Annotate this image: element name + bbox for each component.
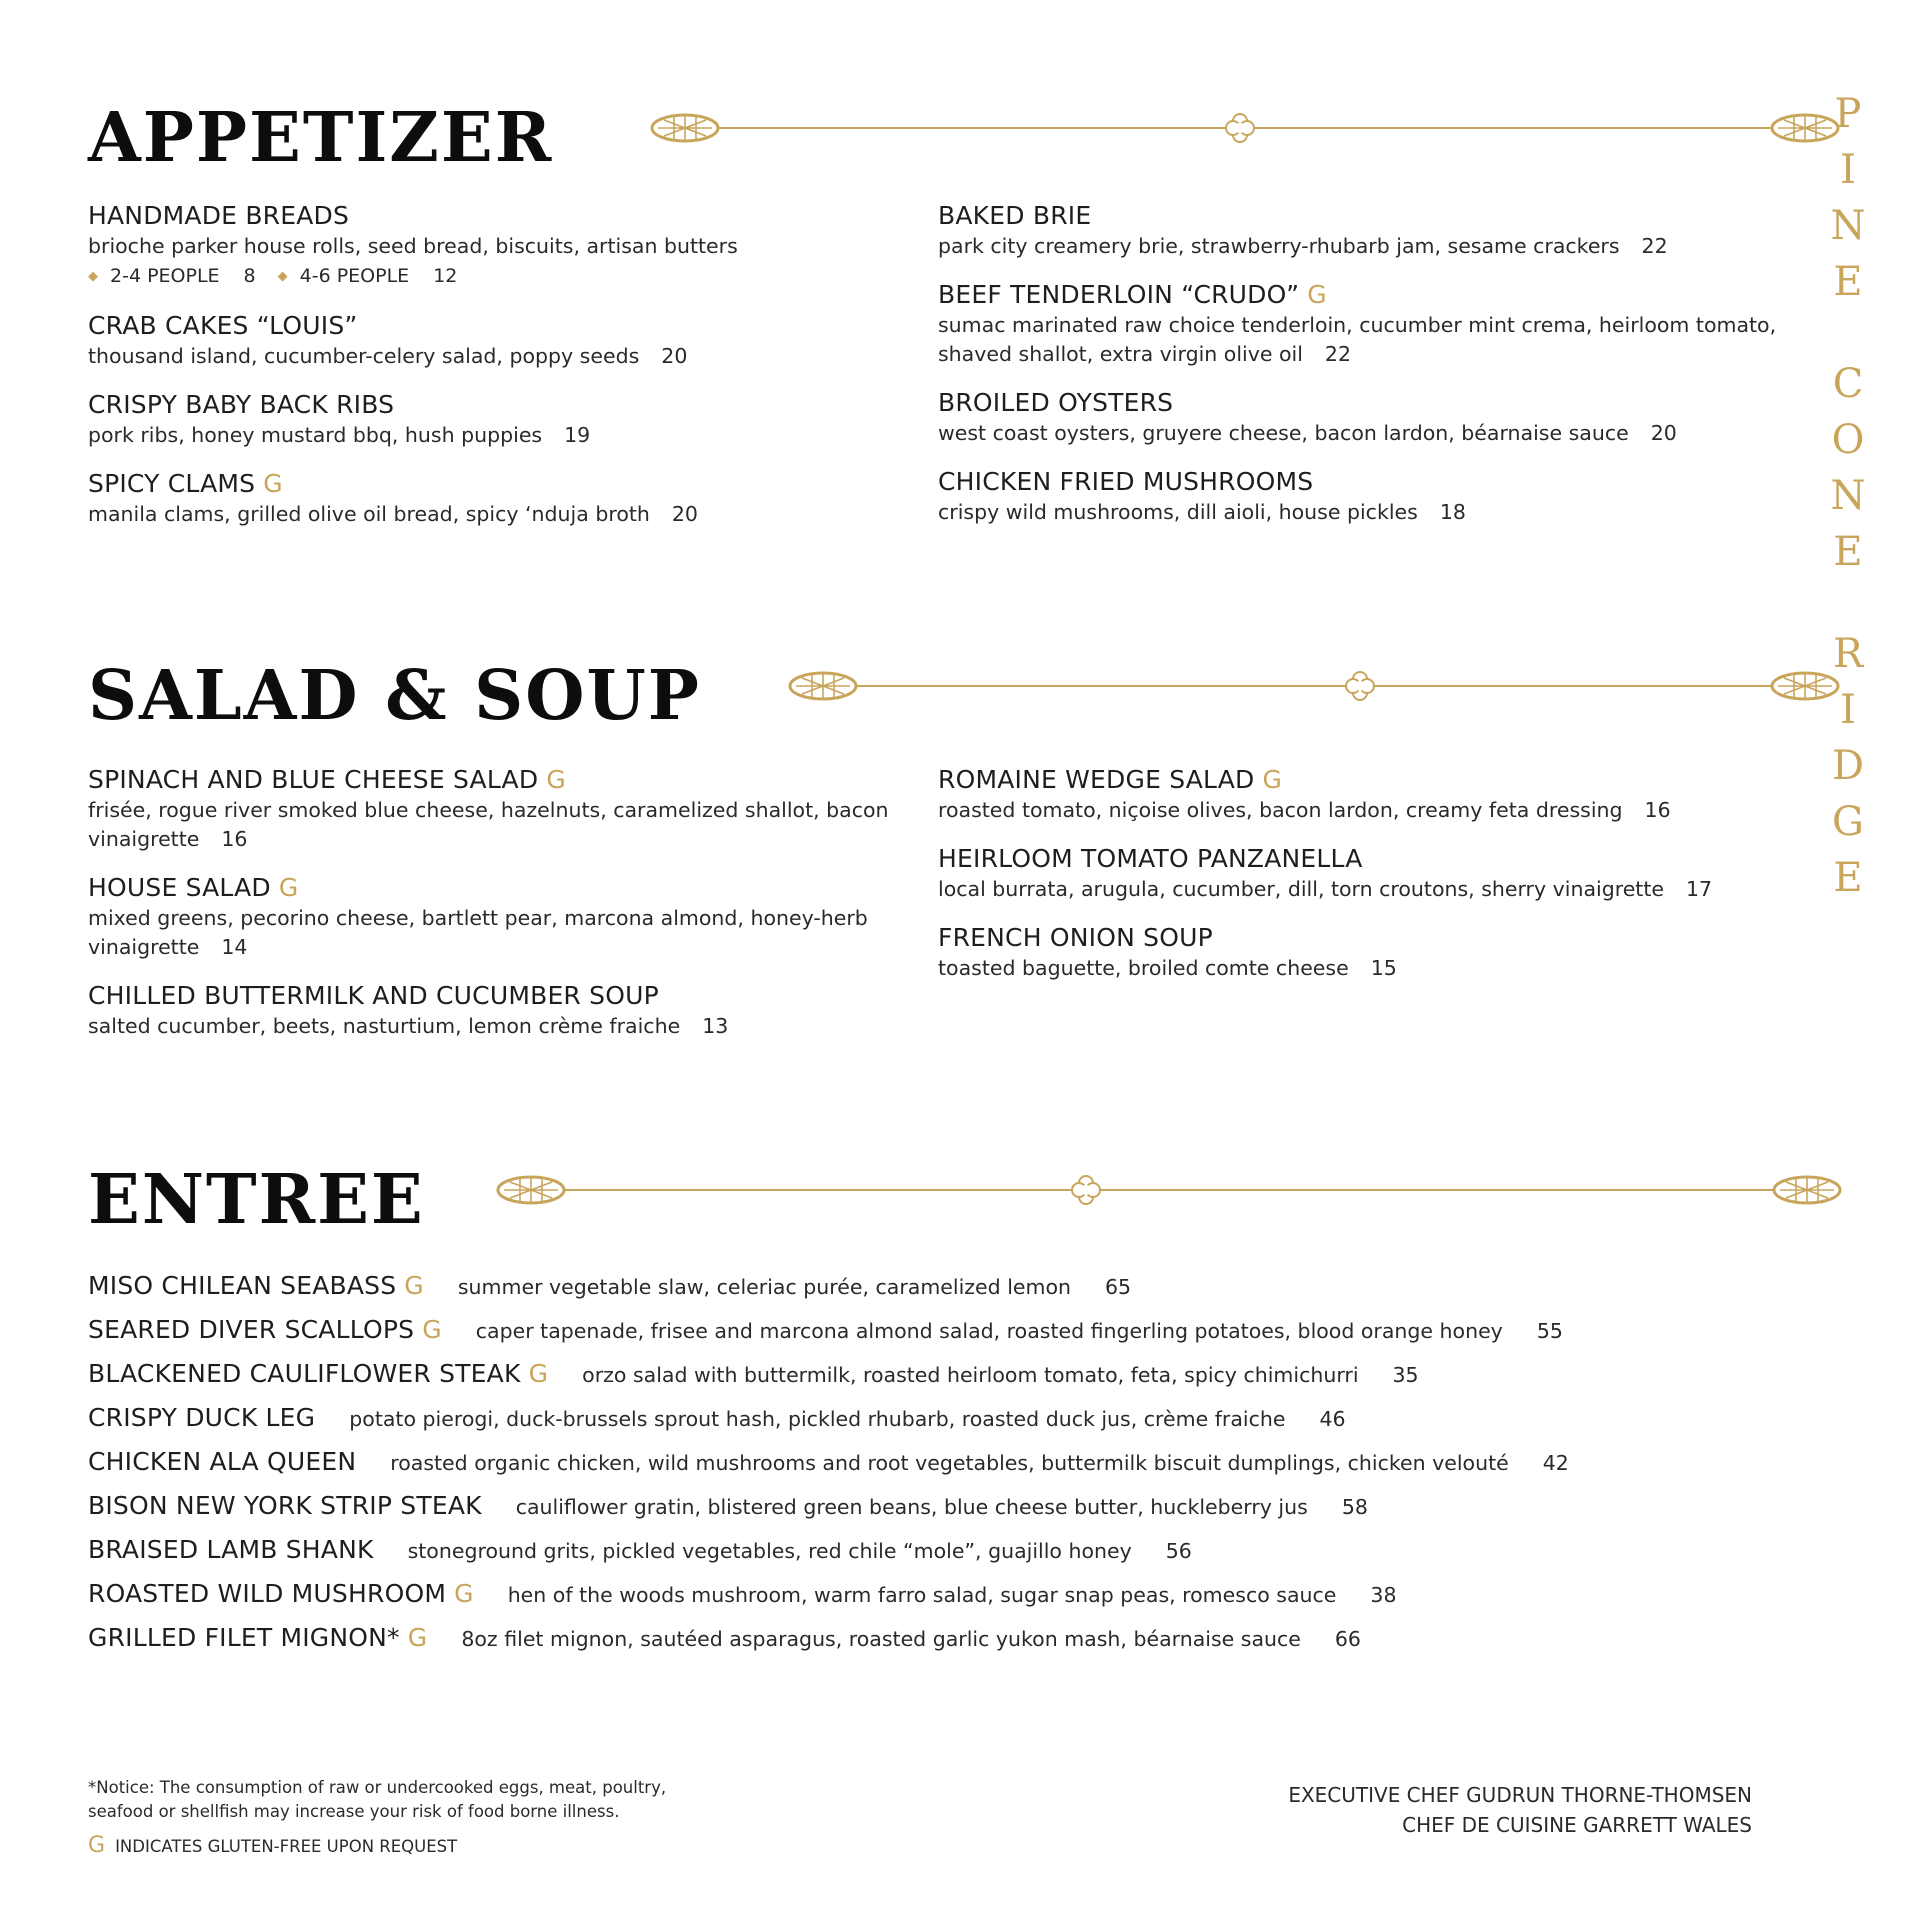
- pinecone-icon: [1774, 1177, 1840, 1203]
- entree-row: [88, 1490, 1569, 1534]
- entree-title: SEARED DIVER SCALLOPS: [88, 1315, 415, 1344]
- gluten-free-marker: G: [454, 1579, 474, 1608]
- menu-item-price: 17: [1686, 877, 1713, 901]
- diamond-icon: ◆: [88, 269, 98, 284]
- pinecone-icon: [652, 115, 718, 141]
- menu-item-name: [938, 764, 1798, 796]
- allergy-notice: [88, 1776, 728, 1859]
- entree-row: [88, 1270, 1569, 1314]
- gluten-free-marker: G: [528, 1359, 549, 1388]
- brand-letter: E: [1833, 259, 1863, 305]
- menu-item-name: [88, 872, 938, 904]
- gluten-free-legend: [88, 1834, 728, 1859]
- entree-title: GRILLED FILET MIGNON*: [88, 1623, 400, 1652]
- menu-item-description: [938, 796, 1798, 825]
- notice-line-2: seafood or shellfish may increase your risk of food borne illness.: [88, 1802, 620, 1821]
- menu-item-ingredients: salted cucumber, beets, nasturtium, lemon crème fraiche: [88, 1014, 681, 1038]
- serving-option-label: 4-6 PEOPLE: [299, 265, 410, 287]
- menu-item-name: [88, 764, 938, 796]
- menu-item-description: [88, 421, 938, 450]
- menu-item: [938, 922, 1798, 983]
- appetizer-divider-ornament: [650, 96, 1850, 186]
- diamond-icon: ◆: [277, 269, 288, 284]
- entree-row: [88, 1402, 1569, 1446]
- gluten-free-legend-text: INDICATES GLUTEN-FREE UPON REQUEST: [115, 1837, 458, 1856]
- menu-item-name: [88, 468, 938, 500]
- entree-description: cauliflower gratin, blistered green beans, blue cheese butter, huckleberry jus: [515, 1495, 1308, 1519]
- menu-item: [938, 200, 1798, 261]
- salad-left-column: [88, 764, 938, 1059]
- menu-item-description: [938, 419, 1798, 448]
- entree-divider-ornament: [496, 1158, 1850, 1248]
- brand-letter: R: [1832, 631, 1864, 677]
- entree-row: [88, 1622, 1569, 1666]
- menu-item: [938, 764, 1798, 825]
- menu-item-description: [88, 1012, 938, 1041]
- salad-soup-title: SALAD & SOUP: [88, 656, 701, 736]
- entree-name: [88, 1358, 548, 1390]
- menu-item: [88, 200, 938, 292]
- menu-item-description: [88, 904, 938, 962]
- brand-letter: N: [1830, 473, 1866, 519]
- entree-description: hen of the woods mushroom, warm farro salad, sugar snap peas, romesco sauce: [507, 1583, 1337, 1607]
- entree-price: 35: [1392, 1363, 1419, 1387]
- gluten-free-marker: G: [1307, 280, 1327, 309]
- entree-description: caper tapenade, frisee and marcona almond salad, roasted fingerling potatoes, blood orange honey: [475, 1319, 1503, 1343]
- menu-item-name: [938, 922, 1798, 954]
- menu-item-ingredients: park city creamery brie, strawberry-rhubarb jam, sesame crackers: [938, 234, 1620, 258]
- brand-letter: D: [1831, 743, 1865, 789]
- brand-letter: P: [1834, 91, 1862, 137]
- menu-item-title: CHILLED BUTTERMILK AND CUCUMBER SOUP: [88, 981, 659, 1010]
- menu-item-title: BROILED OYSTERS: [938, 388, 1174, 417]
- menu-item-title: CRISPY BABY BACK RIBS: [88, 390, 395, 419]
- gluten-free-marker: G: [278, 873, 299, 902]
- brand-letter: N: [1830, 203, 1866, 249]
- gluten-free-marker: G: [422, 1315, 442, 1344]
- quatrefoil-icon: [1072, 1176, 1100, 1204]
- menu-item-ingredients: frisée, rogue river smoked blue cheese, hazelnuts, caramelized shallot, bacon vinaigrette: [88, 798, 889, 851]
- gluten-free-symbol: G: [88, 1833, 106, 1858]
- executive-chef: EXECUTIVE CHEF GUDRUN THORNE-THOMSEN: [1288, 1783, 1752, 1807]
- entree-description: potato pierogi, duck-brussels sprout hash, pickled rhubarb, roasted duck jus, crème fraiche: [349, 1407, 1286, 1431]
- menu-item: [88, 389, 938, 450]
- entree-title: ROASTED WILD MUSHROOM: [88, 1579, 447, 1608]
- gluten-free-marker: G: [407, 1623, 428, 1652]
- menu-item: [88, 980, 938, 1041]
- menu-item-title: FRENCH ONION SOUP: [938, 923, 1213, 952]
- menu-item-ingredients: local burrata, arugula, cucumber, dill, torn croutons, sherry vinaigrette: [938, 877, 1664, 901]
- menu-item-price: 19: [564, 423, 591, 447]
- menu-item-title: CHICKEN FRIED MUSHROOMS: [938, 467, 1314, 496]
- gluten-free-marker: G: [1262, 765, 1283, 794]
- brand-letter-gap: [1820, 580, 1876, 626]
- menu-item-name: [938, 279, 1798, 311]
- menu-item-name: [88, 389, 938, 421]
- entree-name: [88, 1270, 424, 1302]
- appetizer-right-column: [938, 200, 1798, 547]
- entree-price: 58: [1341, 1495, 1368, 1519]
- brand-letter: G: [1832, 799, 1864, 845]
- entree-title: BRAISED LAMB SHANK: [88, 1535, 374, 1564]
- menu-item-description: [938, 311, 1798, 369]
- menu-item-title: CRAB CAKES “LOUIS”: [88, 311, 358, 340]
- menu-item-price: 16: [1644, 798, 1671, 822]
- menu-item: [88, 310, 938, 371]
- entree-description: 8oz filet mignon, sautéed asparagus, roasted garlic yukon mash, béarnaise sauce: [461, 1627, 1301, 1651]
- entree-price: 65: [1105, 1275, 1132, 1299]
- menu-item-description: [88, 342, 938, 371]
- entree-name: [88, 1490, 482, 1522]
- menu-item-name: [938, 387, 1798, 419]
- entree-description: roasted organic chicken, wild mushrooms and root vegetables, buttermilk biscuit dumplings, chicken velouté: [390, 1451, 1509, 1475]
- brand-letter: O: [1831, 417, 1865, 463]
- menu-item-title: HOUSE SALAD: [88, 873, 271, 902]
- menu-item-description: [938, 232, 1798, 261]
- quatrefoil-icon: [1346, 672, 1374, 700]
- quatrefoil-icon: [1226, 114, 1254, 142]
- entree-price: 38: [1370, 1583, 1397, 1607]
- menu-item-title: SPICY CLAMS: [88, 469, 256, 498]
- brand-letter: C: [1832, 361, 1864, 407]
- menu-item-description: [938, 954, 1798, 983]
- menu-item-price: 15: [1370, 956, 1397, 980]
- entree-row: [88, 1446, 1569, 1490]
- gluten-free-marker: G: [404, 1271, 424, 1300]
- menu-item-price: 16: [221, 827, 248, 851]
- entree-name: [88, 1534, 374, 1566]
- pinecone-icon: [498, 1177, 564, 1203]
- appetizer-title: APPETIZER: [88, 98, 554, 178]
- salad-soup-divider-ornament: [788, 654, 1848, 744]
- gluten-free-marker: G: [263, 469, 283, 498]
- menu-item-price: 22: [1324, 342, 1352, 366]
- menu-item: [938, 466, 1798, 527]
- menu-item-title: BAKED BRIE: [938, 201, 1092, 230]
- menu-item-price: 20: [1650, 421, 1677, 445]
- entree-price: 46: [1319, 1407, 1346, 1431]
- menu-item-price: 18: [1439, 500, 1466, 524]
- menu-item-ingredients: roasted tomato, niçoise olives, bacon lardon, creamy feta dressing: [938, 798, 1623, 822]
- menu-item-name: [88, 200, 938, 232]
- entree-description: summer vegetable slaw, celeriac purée, caramelized lemon: [457, 1275, 1072, 1299]
- menu-item-ingredients: thousand island, cucumber-celery salad, poppy seeds: [88, 344, 640, 368]
- entree-title: BLACKENED CAULIFLOWER STEAK: [88, 1359, 521, 1388]
- notice-line-1: *Notice: The consumption of raw or undercooked eggs, meat, poultry,: [88, 1778, 667, 1797]
- entree-name: [88, 1622, 427, 1654]
- salad-right-column: [938, 764, 1798, 1059]
- menu-item-name: [88, 980, 938, 1012]
- brand-letter-gap: [1820, 310, 1876, 356]
- entree-title: CHICKEN ALA QUEEN: [88, 1447, 357, 1476]
- brand-letter: I: [1840, 147, 1856, 193]
- serving-options: [88, 261, 938, 292]
- brand-letter: I: [1840, 687, 1856, 733]
- menu-item: [938, 387, 1798, 448]
- entree-row: [88, 1358, 1569, 1402]
- menu-item-name: [88, 310, 938, 342]
- menu-item-title: BEEF TENDERLOIN “CRUDO”: [938, 280, 1300, 309]
- menu-item-name: [938, 843, 1798, 875]
- menu-item-ingredients: west coast oysters, gruyere cheese, bacon lardon, béarnaise sauce: [938, 421, 1629, 445]
- menu-item-ingredients: brioche parker house rolls, seed bread, biscuits, artisan butters: [88, 234, 738, 258]
- menu-item-price: 14: [221, 935, 248, 959]
- menu-item: [938, 279, 1798, 369]
- menu-item-description: [88, 796, 938, 854]
- menu-item-ingredients: toasted baguette, broiled comte cheese: [938, 956, 1349, 980]
- entree-price: 55: [1536, 1319, 1563, 1343]
- appetizer-left-column: [88, 200, 938, 547]
- menu-item-ingredients: manila clams, grilled olive oil bread, spicy ‘nduja broth: [88, 502, 650, 526]
- menu-item-title: HEIRLOOM TOMATO PANZANELLA: [938, 844, 1363, 873]
- vertical-brand-name: [1820, 86, 1876, 906]
- chef-credits: [1288, 1780, 1752, 1840]
- entree-price: 42: [1542, 1451, 1569, 1475]
- menu-item-description: [938, 875, 1798, 904]
- menu-item-description: [88, 500, 938, 529]
- serving-option-price: 12: [433, 265, 458, 287]
- entree-name: [88, 1402, 315, 1434]
- brand-letter: E: [1833, 855, 1863, 901]
- entree-price: 56: [1165, 1539, 1192, 1563]
- entree-row: [88, 1578, 1569, 1622]
- menu-item-name: [938, 466, 1798, 498]
- menu-item: [88, 468, 938, 529]
- menu-item: [938, 843, 1798, 904]
- menu-item-ingredients: sumac marinated raw choice tenderloin, cucumber mint crema, heirloom tomato, shaved shallot, extra virgin olive oil: [938, 313, 1777, 366]
- menu-item-price: 20: [671, 502, 698, 526]
- serving-option-label: 2-4 PEOPLE: [110, 265, 220, 287]
- entree-title: ENTREE: [88, 1160, 425, 1240]
- entree-title: MISO CHILEAN SEABASS: [88, 1271, 397, 1300]
- menu-item-title: HANDMADE BREADS: [88, 201, 350, 230]
- entree-name: [88, 1314, 442, 1346]
- menu-item: [88, 872, 938, 962]
- salad-soup-section: [88, 654, 1798, 1059]
- menu-item-ingredients: pork ribs, honey mustard bbq, hush puppies: [88, 423, 543, 447]
- entree-list: [88, 1270, 1569, 1666]
- menu-item-price: 20: [661, 344, 688, 368]
- brand-letter: E: [1833, 529, 1863, 575]
- entree-row: [88, 1314, 1569, 1358]
- entree-section: [88, 1158, 1569, 1666]
- entree-row: [88, 1534, 1569, 1578]
- entree-price: 66: [1334, 1627, 1361, 1651]
- entree-description: stoneground grits, pickled vegetables, red chile “mole”, guajillo honey: [407, 1539, 1132, 1563]
- entree-title: BISON NEW YORK STRIP STEAK: [88, 1491, 482, 1520]
- entree-title: CRISPY DUCK LEG: [88, 1403, 316, 1432]
- menu-item-price: 13: [702, 1014, 729, 1038]
- menu-item-description: [88, 232, 938, 261]
- gluten-free-marker: G: [546, 765, 566, 794]
- appetizer-section: [88, 96, 1798, 547]
- pinecone-icon: [1772, 115, 1838, 141]
- menu-item-title: SPINACH AND BLUE CHEESE SALAD: [88, 765, 539, 794]
- entree-name: [88, 1446, 356, 1478]
- menu-item-ingredients: crispy wild mushrooms, dill aioli, house pickles: [938, 500, 1418, 524]
- entree-name: [88, 1578, 474, 1610]
- pinecone-icon: [1772, 673, 1838, 699]
- serving-option-price: 8: [243, 265, 256, 287]
- chef-de-cuisine: CHEF DE CUISINE GARRETT WALES: [1402, 1813, 1752, 1837]
- menu-item-description: [938, 498, 1798, 527]
- menu-item-price: 22: [1641, 234, 1668, 258]
- menu-item-ingredients: mixed greens, pecorino cheese, bartlett pear, marcona almond, honey-herb vinaigrette: [88, 906, 868, 959]
- menu-item-title: ROMAINE WEDGE SALAD: [938, 765, 1255, 794]
- menu-item-name: [938, 200, 1798, 232]
- menu-item: [88, 764, 938, 854]
- pinecone-icon: [790, 673, 856, 699]
- entree-description: orzo salad with buttermilk, roasted heirloom tomato, feta, spicy chimichurri: [582, 1363, 1359, 1387]
